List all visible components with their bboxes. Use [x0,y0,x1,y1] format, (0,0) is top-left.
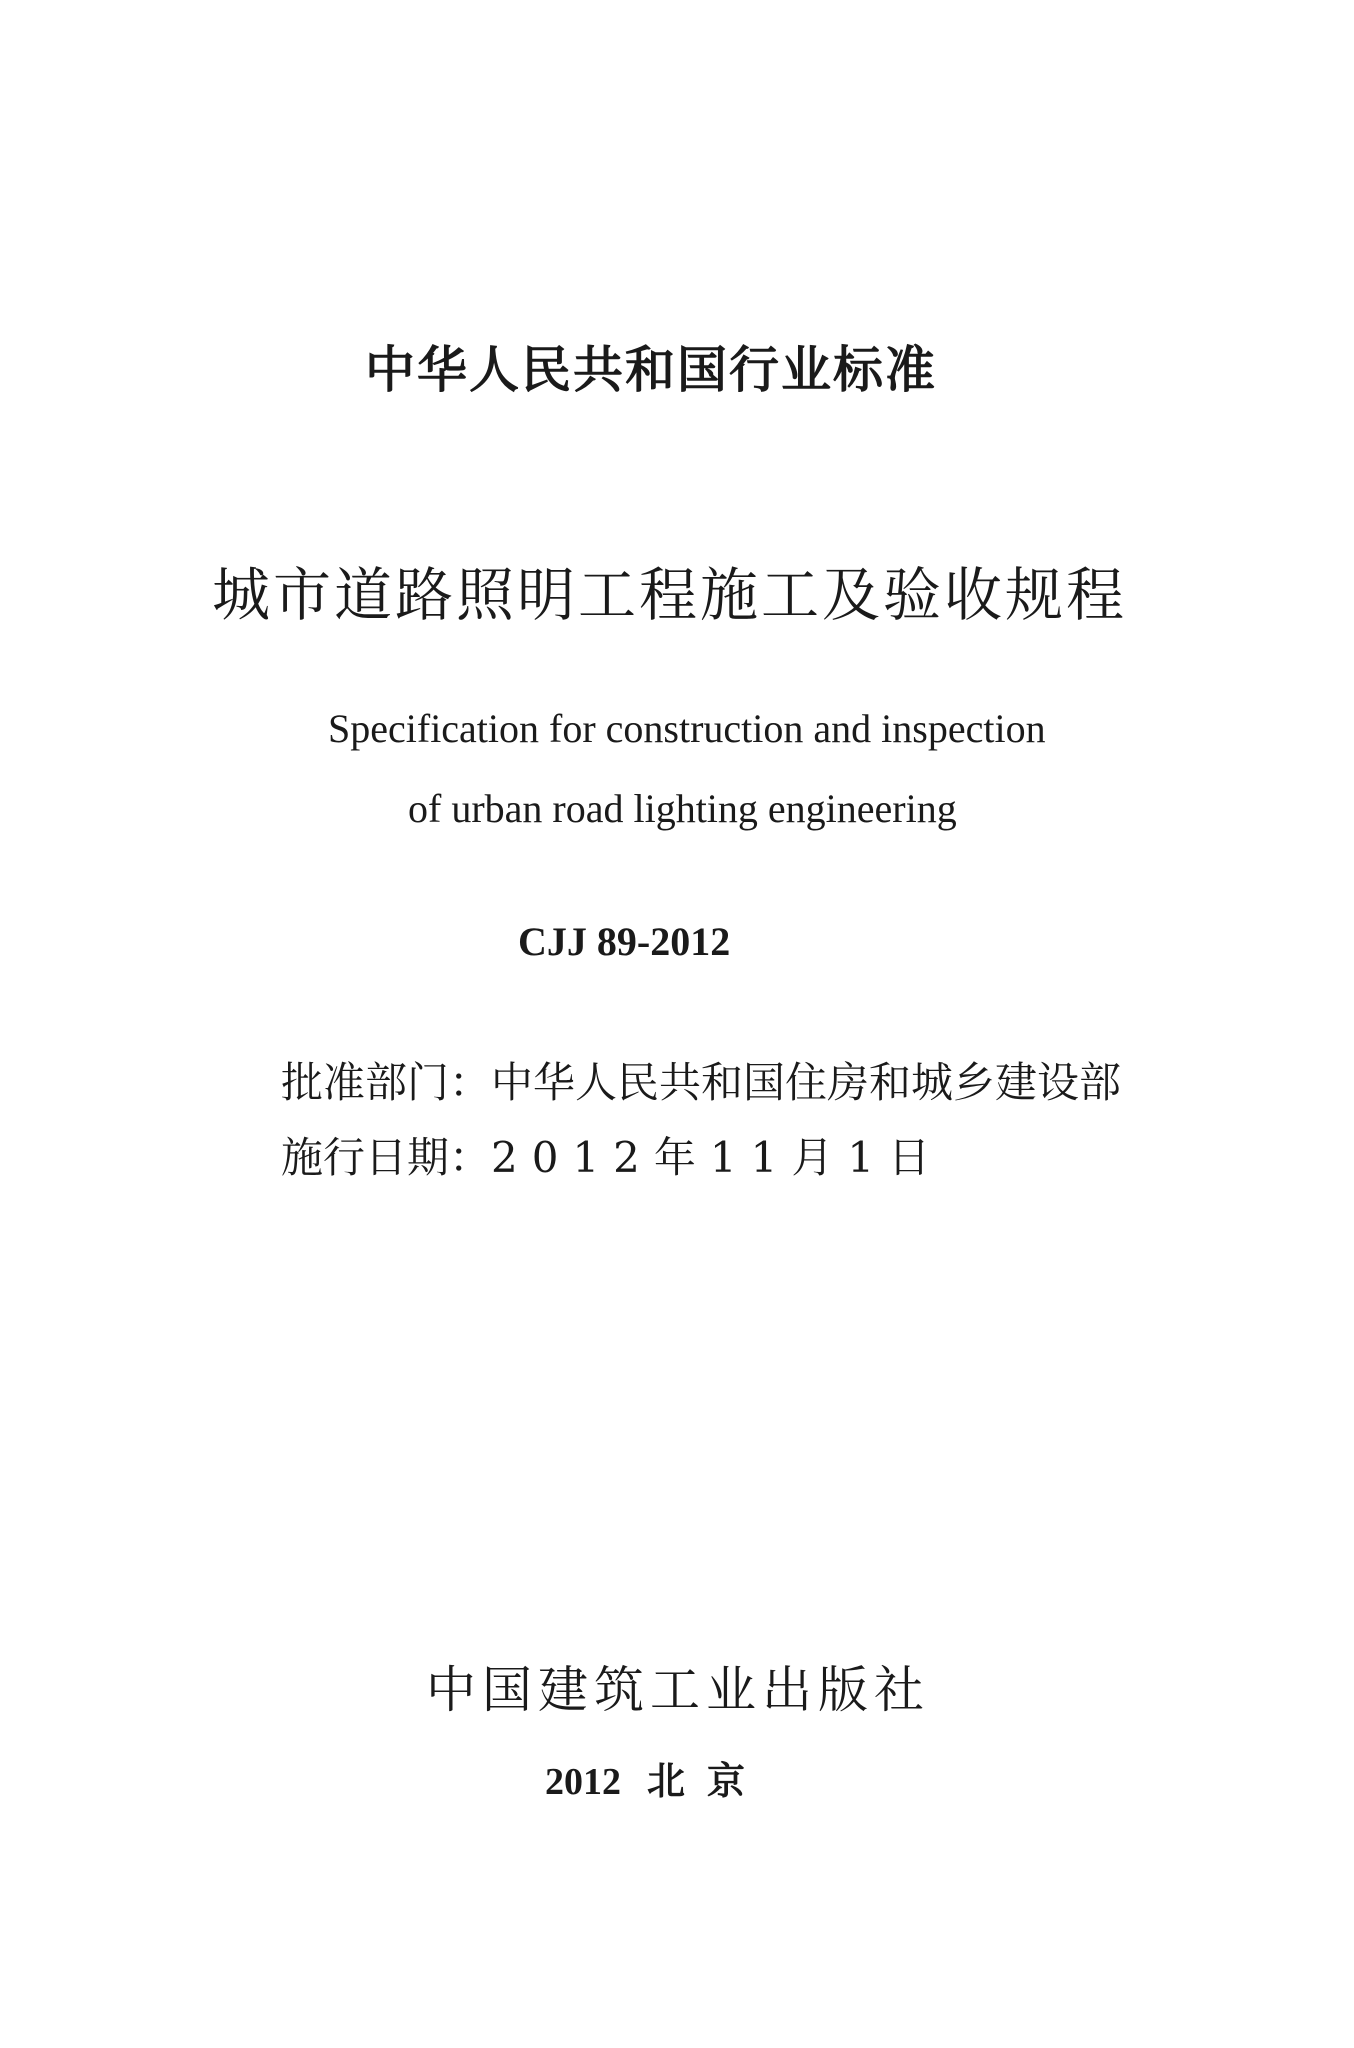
effective-date [281,1125,944,1185]
publisher: 中国建筑工业出版社 [426,1661,930,1719]
publication-place [545,1750,767,1805]
approval-value: 中华人民共和国住房和城乡建设部 [491,1058,1122,1107]
publication-city: 北京 [647,1761,768,1803]
standard-code: CJJ 89-2012 [518,919,731,964]
publication-year: 2012 [545,1761,621,1803]
title-english-line2: of urban road lighting engineering [408,786,957,831]
standard-type-heading: 中华人民共和国行业标准 [365,341,937,399]
approval-label: 批准部门： [281,1058,492,1107]
approval-department [281,1050,1121,1110]
effective-label: 施行日期： [281,1133,492,1182]
title-english-line1: Specification for construction and inspection [328,706,1046,751]
effective-value: 2012年11月1日 [491,1133,945,1182]
title-chinese: 城市道路照明工程施工及验收规程 [212,561,1128,629]
